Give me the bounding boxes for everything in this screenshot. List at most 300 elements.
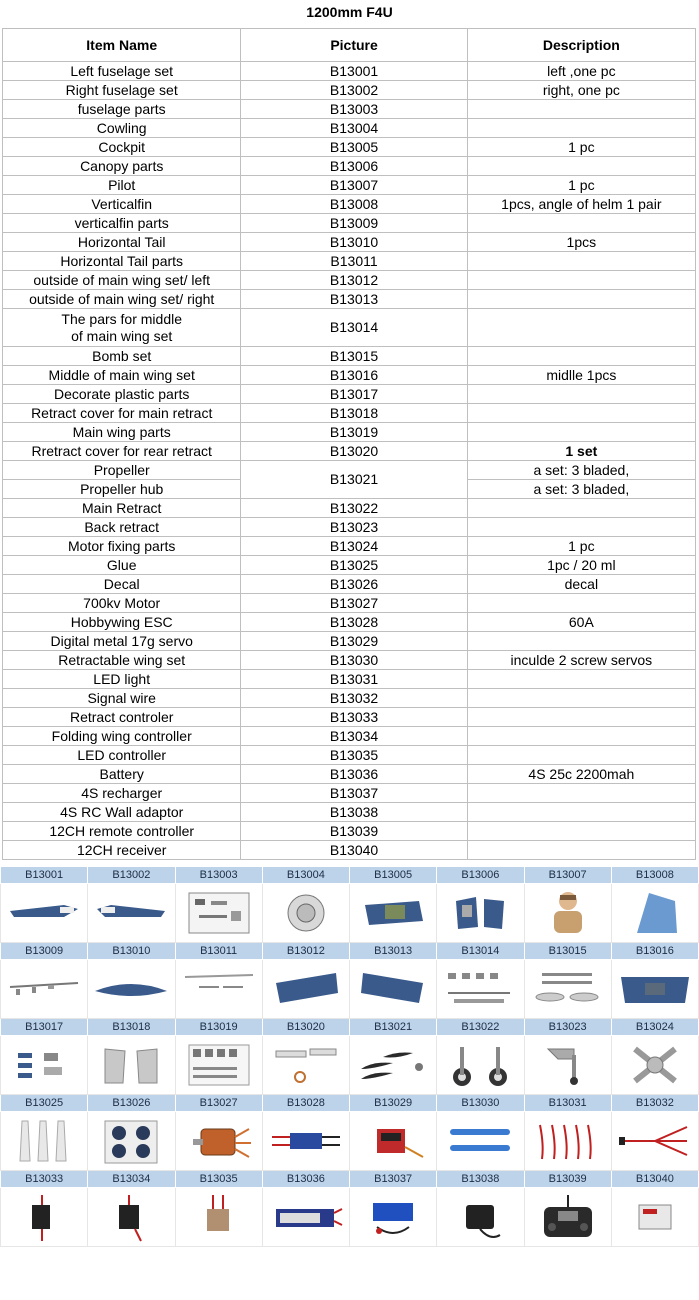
- led-light-icon: [528, 1115, 608, 1167]
- item-name-cell: Pilot: [3, 176, 241, 195]
- table-row: [3, 157, 696, 176]
- item-name-cell: Right fuselage set: [3, 81, 241, 100]
- horizontal-tail-icon: [91, 963, 171, 1015]
- item-name-cell: verticalfin parts: [3, 214, 241, 233]
- gallery-code-label: B13033: [1, 1171, 88, 1188]
- charger-icon: [353, 1191, 433, 1243]
- gallery-picture-cell: [524, 960, 611, 1019]
- gallery-picture-cell: [524, 1188, 611, 1247]
- picture-code-cell: B13039: [241, 822, 467, 841]
- rear-cover-icon: [266, 1039, 346, 1091]
- gallery-code-label: B13012: [262, 943, 349, 960]
- description-cell: midlle 1pcs: [467, 366, 695, 385]
- gallery-code-label: B13040: [611, 1171, 698, 1188]
- bomb-set-icon: [528, 963, 608, 1015]
- gallery-code-label: B13032: [611, 1095, 698, 1112]
- description-cell: [467, 271, 695, 290]
- gallery-code-label: B13027: [175, 1095, 262, 1112]
- table-row: [3, 138, 696, 157]
- description-cell: [467, 803, 695, 822]
- description-cell: 1pc / 20 ml: [467, 556, 695, 575]
- item-name-cell: 700kv Motor: [3, 594, 241, 613]
- picture-code-cell: B13029: [241, 632, 467, 651]
- gallery-picture-cell: [1, 1188, 88, 1247]
- table-row: [3, 822, 696, 841]
- table-row: [3, 347, 696, 366]
- gallery-code-label: B13014: [437, 943, 524, 960]
- description-cell: 60A: [467, 613, 695, 632]
- propeller-icon: [353, 1039, 433, 1091]
- description-cell: [467, 423, 695, 442]
- gallery-picture-cell: [524, 1036, 611, 1095]
- parts-table: [2, 28, 696, 860]
- table-row: [3, 575, 696, 594]
- table-row: [3, 784, 696, 803]
- description-cell: [467, 518, 695, 537]
- gallery-code-label: B13010: [88, 943, 175, 960]
- description-cell: [467, 119, 695, 138]
- gallery-code-label: B13034: [88, 1171, 175, 1188]
- item-name-cell: Bomb set: [3, 347, 241, 366]
- signal-wire-icon: [615, 1115, 695, 1167]
- table-row: [3, 176, 696, 195]
- picture-code-cell: B13018: [241, 404, 467, 423]
- gallery-code-label: B13023: [524, 1019, 611, 1036]
- table-row: [3, 708, 696, 727]
- description-cell: [467, 708, 695, 727]
- description-cell: 4S 25c 2200mah: [467, 765, 695, 784]
- item-name-cell: Signal wire: [3, 689, 241, 708]
- table-row: [3, 499, 696, 518]
- description-cell: [467, 746, 695, 765]
- item-name-cell: Folding wing controller: [3, 727, 241, 746]
- description-cell: [467, 822, 695, 841]
- item-name-cell: Main Retract: [3, 499, 241, 518]
- picture-code-cell: B13023: [241, 518, 467, 537]
- remote-controller-icon: [528, 1191, 608, 1243]
- item-name-cell: Verticalfin: [3, 195, 241, 214]
- description-cell: [467, 632, 695, 651]
- plastic-parts-icon: [4, 1039, 84, 1091]
- picture-code-cell: B13012: [241, 271, 467, 290]
- item-name-cell: Retract cover for main retract: [3, 404, 241, 423]
- gallery-picture-cell: [1, 1112, 88, 1171]
- gallery-label-row: [1, 867, 699, 884]
- item-name-cell: Rretract cover for rear retract: [3, 442, 241, 461]
- gallery-code-label: B13015: [524, 943, 611, 960]
- description-cell: 1 set: [467, 442, 695, 461]
- table-row: [3, 518, 696, 537]
- wall-adaptor-icon: [440, 1191, 520, 1243]
- item-name-cell: Hobbywing ESC: [3, 613, 241, 632]
- gallery-picture-cell: [611, 960, 698, 1019]
- gallery-code-label: B13017: [1, 1019, 88, 1036]
- table-row: [3, 727, 696, 746]
- folding-controller-icon: [91, 1191, 171, 1243]
- table-row: [3, 195, 696, 214]
- gallery-code-label: B13028: [262, 1095, 349, 1112]
- item-name-cell: Cowling: [3, 119, 241, 138]
- description-cell: [467, 309, 695, 347]
- gallery-code-label: B13004: [262, 867, 349, 884]
- gallery-code-label: B13030: [437, 1095, 524, 1112]
- gallery-code-label: B13005: [350, 867, 437, 884]
- item-name-cell: Battery: [3, 765, 241, 784]
- item-name-cell: Canopy parts: [3, 157, 241, 176]
- item-name-cell: [3, 309, 241, 347]
- gallery-picture-cell: [262, 1036, 349, 1095]
- wing-parts-sheet-icon: [179, 1039, 259, 1091]
- description-cell: left ,one pc: [467, 62, 695, 81]
- description-cell: 1 pc: [467, 537, 695, 556]
- item-name-cell: Horizontal Tail parts: [3, 252, 241, 271]
- gallery-picture-cell: [350, 1112, 437, 1171]
- gallery-code-label: B13016: [611, 943, 698, 960]
- item-name-line: The pars for middle: [61, 310, 182, 327]
- table-row: [3, 62, 696, 81]
- gallery-picture-cell: [1, 884, 88, 943]
- table-row: [3, 271, 696, 290]
- gallery-picture-cell: [611, 1188, 698, 1247]
- description-cell: [467, 100, 695, 119]
- wing-left-icon: [266, 963, 346, 1015]
- cowling-icon: [266, 887, 346, 939]
- gallery-code-label: B13011: [175, 943, 262, 960]
- gallery-picture-cell: [262, 884, 349, 943]
- tail-parts-icon: [179, 963, 259, 1015]
- table-row: [3, 537, 696, 556]
- table-row: [3, 119, 696, 138]
- item-name-cell: LED light: [3, 670, 241, 689]
- item-name-cell: 4S recharger: [3, 784, 241, 803]
- picture-code-cell: B13040: [241, 841, 467, 860]
- table-row: [3, 404, 696, 423]
- table-row: [3, 290, 696, 309]
- gallery-code-label: B13036: [262, 1171, 349, 1188]
- item-name-cell: Main wing parts: [3, 423, 241, 442]
- picture-code-cell: B13003: [241, 100, 467, 119]
- picture-code-cell: B13011: [241, 252, 467, 271]
- header-picture: Picture: [241, 29, 467, 62]
- item-name-cell: Decal: [3, 575, 241, 594]
- gallery-picture-cell: [1, 1036, 88, 1095]
- table-row: [3, 841, 696, 860]
- gallery-picture-cell: [175, 1036, 262, 1095]
- item-name-cell: Left fuselage set: [3, 62, 241, 81]
- gallery-code-label: B13026: [88, 1095, 175, 1112]
- description-cell: 1 pc: [467, 176, 695, 195]
- gallery-picture-cell: [437, 1036, 524, 1095]
- table-row: [3, 765, 696, 784]
- retract-wing-icon: [440, 1115, 520, 1167]
- description-cell: [467, 727, 695, 746]
- picture-code-cell: B13030: [241, 651, 467, 670]
- header-description: Description: [467, 29, 695, 62]
- receiver-icon: [615, 1191, 695, 1243]
- picture-code-cell: B13037: [241, 784, 467, 803]
- item-name-cell: fuselage parts: [3, 100, 241, 119]
- table-row: [3, 81, 696, 100]
- gallery-code-label: B13019: [175, 1019, 262, 1036]
- gallery-picture-row: [1, 1188, 699, 1247]
- gallery-picture-cell: [524, 884, 611, 943]
- gallery-code-label: B13018: [88, 1019, 175, 1036]
- description-cell: [467, 214, 695, 233]
- retract-controller-icon: [4, 1191, 84, 1243]
- table-row: [3, 214, 696, 233]
- retract-cover-icon: [91, 1039, 171, 1091]
- table-row: [3, 233, 696, 252]
- gallery-picture-cell: [175, 960, 262, 1019]
- gallery-code-label: B13025: [1, 1095, 88, 1112]
- description-cell: [467, 290, 695, 309]
- item-name-cell: 4S RC Wall adaptor: [3, 803, 241, 822]
- gallery-picture-cell: [262, 1112, 349, 1171]
- description-cell: 1pcs, angle of helm 1 pair: [467, 195, 695, 214]
- description-cell: [467, 157, 695, 176]
- item-name-cell: Motor fixing parts: [3, 537, 241, 556]
- item-name-cell: 12CH receiver: [3, 841, 241, 860]
- picture-code-cell: B13032: [241, 689, 467, 708]
- gallery-picture-cell: [611, 1036, 698, 1095]
- gallery-picture-row: [1, 1036, 699, 1095]
- gallery-picture-cell: [611, 1112, 698, 1171]
- table-row: [3, 100, 696, 119]
- gallery-picture-cell: [88, 1036, 175, 1095]
- item-name-cell: Horizontal Tail: [3, 233, 241, 252]
- decal-icon: [91, 1115, 171, 1167]
- picture-code-cell: B13010: [241, 233, 467, 252]
- esc-icon: [266, 1115, 346, 1167]
- description-cell: [467, 841, 695, 860]
- gallery-picture-cell: [350, 884, 437, 943]
- glue-icon: [4, 1115, 84, 1167]
- vertical-fin-icon: [615, 887, 695, 939]
- picture-code-cell: B13015: [241, 347, 467, 366]
- picture-code-cell: B13027: [241, 594, 467, 613]
- item-name-cell: Propeller: [3, 461, 241, 480]
- gallery-code-label: B13009: [1, 943, 88, 960]
- item-name-cell: Decorate plastic parts: [3, 385, 241, 404]
- picture-code-cell: B13028: [241, 613, 467, 632]
- table-row: [3, 366, 696, 385]
- cockpit-icon: [353, 887, 433, 939]
- page-title: 1200mm F4U: [306, 4, 393, 20]
- item-name-cell: outside of main wing set/ right: [3, 290, 241, 309]
- gallery-label-row: [1, 1095, 699, 1112]
- item-name-cell: Propeller hub: [3, 480, 241, 499]
- picture-code-cell: B13031: [241, 670, 467, 689]
- gallery-code-label: B13003: [175, 867, 262, 884]
- picture-code-cell: B13024: [241, 537, 467, 556]
- picture-code-cell: B13016: [241, 366, 467, 385]
- gallery-picture-row: [1, 884, 699, 943]
- picture-code-cell: B13033: [241, 708, 467, 727]
- gallery-picture-cell: [175, 884, 262, 943]
- fin-parts-icon: [4, 963, 84, 1015]
- gallery-picture-cell: [350, 1036, 437, 1095]
- description-cell: [467, 499, 695, 518]
- description-cell: right, one pc: [467, 81, 695, 100]
- gallery-label-row: [1, 1019, 699, 1036]
- picture-code-cell: B13026: [241, 575, 467, 594]
- wing-parts-icon: [440, 963, 520, 1015]
- gallery-code-label: B13039: [524, 1171, 611, 1188]
- led-controller-icon: [179, 1191, 259, 1243]
- gallery-picture-cell: [88, 1112, 175, 1171]
- item-name-cell: 12CH remote controller: [3, 822, 241, 841]
- gallery-code-label: B13035: [175, 1171, 262, 1188]
- gallery-picture-row: [1, 960, 699, 1019]
- gallery-label-row: [1, 943, 699, 960]
- gallery-code-label: B13029: [350, 1095, 437, 1112]
- gallery-picture-cell: [175, 1188, 262, 1247]
- picture-code-cell: B13014: [241, 309, 467, 347]
- description-cell: [467, 385, 695, 404]
- gallery-code-label: B13008: [611, 867, 698, 884]
- picture-code-cell: B13013: [241, 290, 467, 309]
- gallery-code-label: B13021: [350, 1019, 437, 1036]
- picture-code-cell: B13038: [241, 803, 467, 822]
- gallery-picture-cell: [88, 884, 175, 943]
- gallery-picture-cell: [1, 960, 88, 1019]
- gallery-picture-cell: [350, 1188, 437, 1247]
- gallery-code-label: B13022: [437, 1019, 524, 1036]
- item-name-cell: Middle of main wing set: [3, 366, 241, 385]
- picture-code-cell: B13035: [241, 746, 467, 765]
- parts-sheet-icon: [179, 887, 259, 939]
- back-retract-icon: [528, 1039, 608, 1091]
- gallery-picture-cell: [88, 1188, 175, 1247]
- table-row: [3, 632, 696, 651]
- gallery-picture-cell: [175, 1112, 262, 1171]
- picture-code-cell: B13006: [241, 157, 467, 176]
- item-name-cell: Back retract: [3, 518, 241, 537]
- gallery-picture-cell: [437, 884, 524, 943]
- gallery-code-label: B13007: [524, 867, 611, 884]
- description-cell: a set: 3 bladed,: [467, 461, 695, 480]
- gallery-picture-cell: [88, 960, 175, 1019]
- picture-code-cell: B13004: [241, 119, 467, 138]
- gallery-grid: [0, 866, 699, 1247]
- item-name-line: of main wing set: [71, 327, 173, 344]
- picture-code-cell: B13034: [241, 727, 467, 746]
- picture-code-cell: B13021: [241, 461, 467, 499]
- gallery-picture-cell: [350, 960, 437, 1019]
- picture-code-cell: B13019: [241, 423, 467, 442]
- table-row: [3, 613, 696, 632]
- table-header-row: [3, 29, 696, 62]
- item-name-cell: Retractable wing set: [3, 651, 241, 670]
- description-cell: [467, 594, 695, 613]
- description-cell: [467, 670, 695, 689]
- item-name-cell: LED controller: [3, 746, 241, 765]
- gallery-picture-cell: [524, 1112, 611, 1171]
- gallery-code-label: B13037: [350, 1171, 437, 1188]
- gallery-code-label: B13024: [611, 1019, 698, 1036]
- item-name-cell: Glue: [3, 556, 241, 575]
- gallery-picture-cell: [611, 884, 698, 943]
- gallery-picture-cell: [262, 1188, 349, 1247]
- center-wing-icon: [615, 963, 695, 1015]
- canopy-icon: [440, 887, 520, 939]
- gallery-code-label: B13031: [524, 1095, 611, 1112]
- picture-code-cell: B13005: [241, 138, 467, 157]
- picture-code-cell: B13001: [241, 62, 467, 81]
- wing-right-icon: [353, 963, 433, 1015]
- servo-icon: [353, 1115, 433, 1167]
- picture-code-cell: B13008: [241, 195, 467, 214]
- description-cell: 1pcs: [467, 233, 695, 252]
- item-name-cell: outside of main wing set/ left: [3, 271, 241, 290]
- picture-code-cell: B13002: [241, 81, 467, 100]
- table-row: [3, 442, 696, 461]
- picture-code-cell: B13025: [241, 556, 467, 575]
- table-row: [3, 670, 696, 689]
- item-name-cell: Digital metal 17g servo: [3, 632, 241, 651]
- gallery-picture-cell: [437, 960, 524, 1019]
- motor-icon: [179, 1115, 259, 1167]
- description-cell: inculde 2 screw servos: [467, 651, 695, 670]
- gallery-code-label: B13038: [437, 1171, 524, 1188]
- picture-code-cell: B13007: [241, 176, 467, 195]
- gallery-picture-cell: [437, 1188, 524, 1247]
- description-cell: [467, 347, 695, 366]
- gallery-label-row: [1, 1171, 699, 1188]
- picture-code-cell: B13022: [241, 499, 467, 518]
- item-name-cell: Cockpit: [3, 138, 241, 157]
- table-row: [3, 689, 696, 708]
- table-row: [3, 461, 696, 480]
- item-name-cell: Retract controler: [3, 708, 241, 727]
- pilot-icon: [528, 887, 608, 939]
- gallery-code-label: B13013: [350, 943, 437, 960]
- picture-code-cell: B13020: [241, 442, 467, 461]
- description-cell: [467, 784, 695, 803]
- description-cell: [467, 252, 695, 271]
- picture-code-cell: B13017: [241, 385, 467, 404]
- table-row: [3, 309, 696, 347]
- gallery-picture-row: [1, 1112, 699, 1171]
- picture-code-cell: B13009: [241, 214, 467, 233]
- description-cell: decal: [467, 575, 695, 594]
- fuselage-left-icon: [4, 887, 84, 939]
- fuselage-right-icon: [91, 887, 171, 939]
- battery-icon: [266, 1191, 346, 1243]
- parts-gallery: [0, 866, 699, 1248]
- gallery-code-label: B13020: [262, 1019, 349, 1036]
- header-item-name: Item Name: [3, 29, 241, 62]
- picture-code-cell: B13036: [241, 765, 467, 784]
- table-row: [3, 423, 696, 442]
- table-row: [3, 385, 696, 404]
- description-cell: 1 pc: [467, 138, 695, 157]
- description-cell: a set: 3 bladed,: [467, 480, 695, 499]
- gallery-code-label: B13002: [88, 867, 175, 884]
- gallery-code-label: B13001: [1, 867, 88, 884]
- table-row: [3, 594, 696, 613]
- description-cell: [467, 404, 695, 423]
- table-row: [3, 252, 696, 271]
- table-row: [3, 803, 696, 822]
- parts-table-body: [3, 62, 696, 860]
- description-cell: [467, 689, 695, 708]
- gallery-code-label: B13006: [437, 867, 524, 884]
- main-retract-icon: [440, 1039, 520, 1091]
- gallery-picture-cell: [437, 1112, 524, 1171]
- table-row: [3, 746, 696, 765]
- gallery-picture-cell: [262, 960, 349, 1019]
